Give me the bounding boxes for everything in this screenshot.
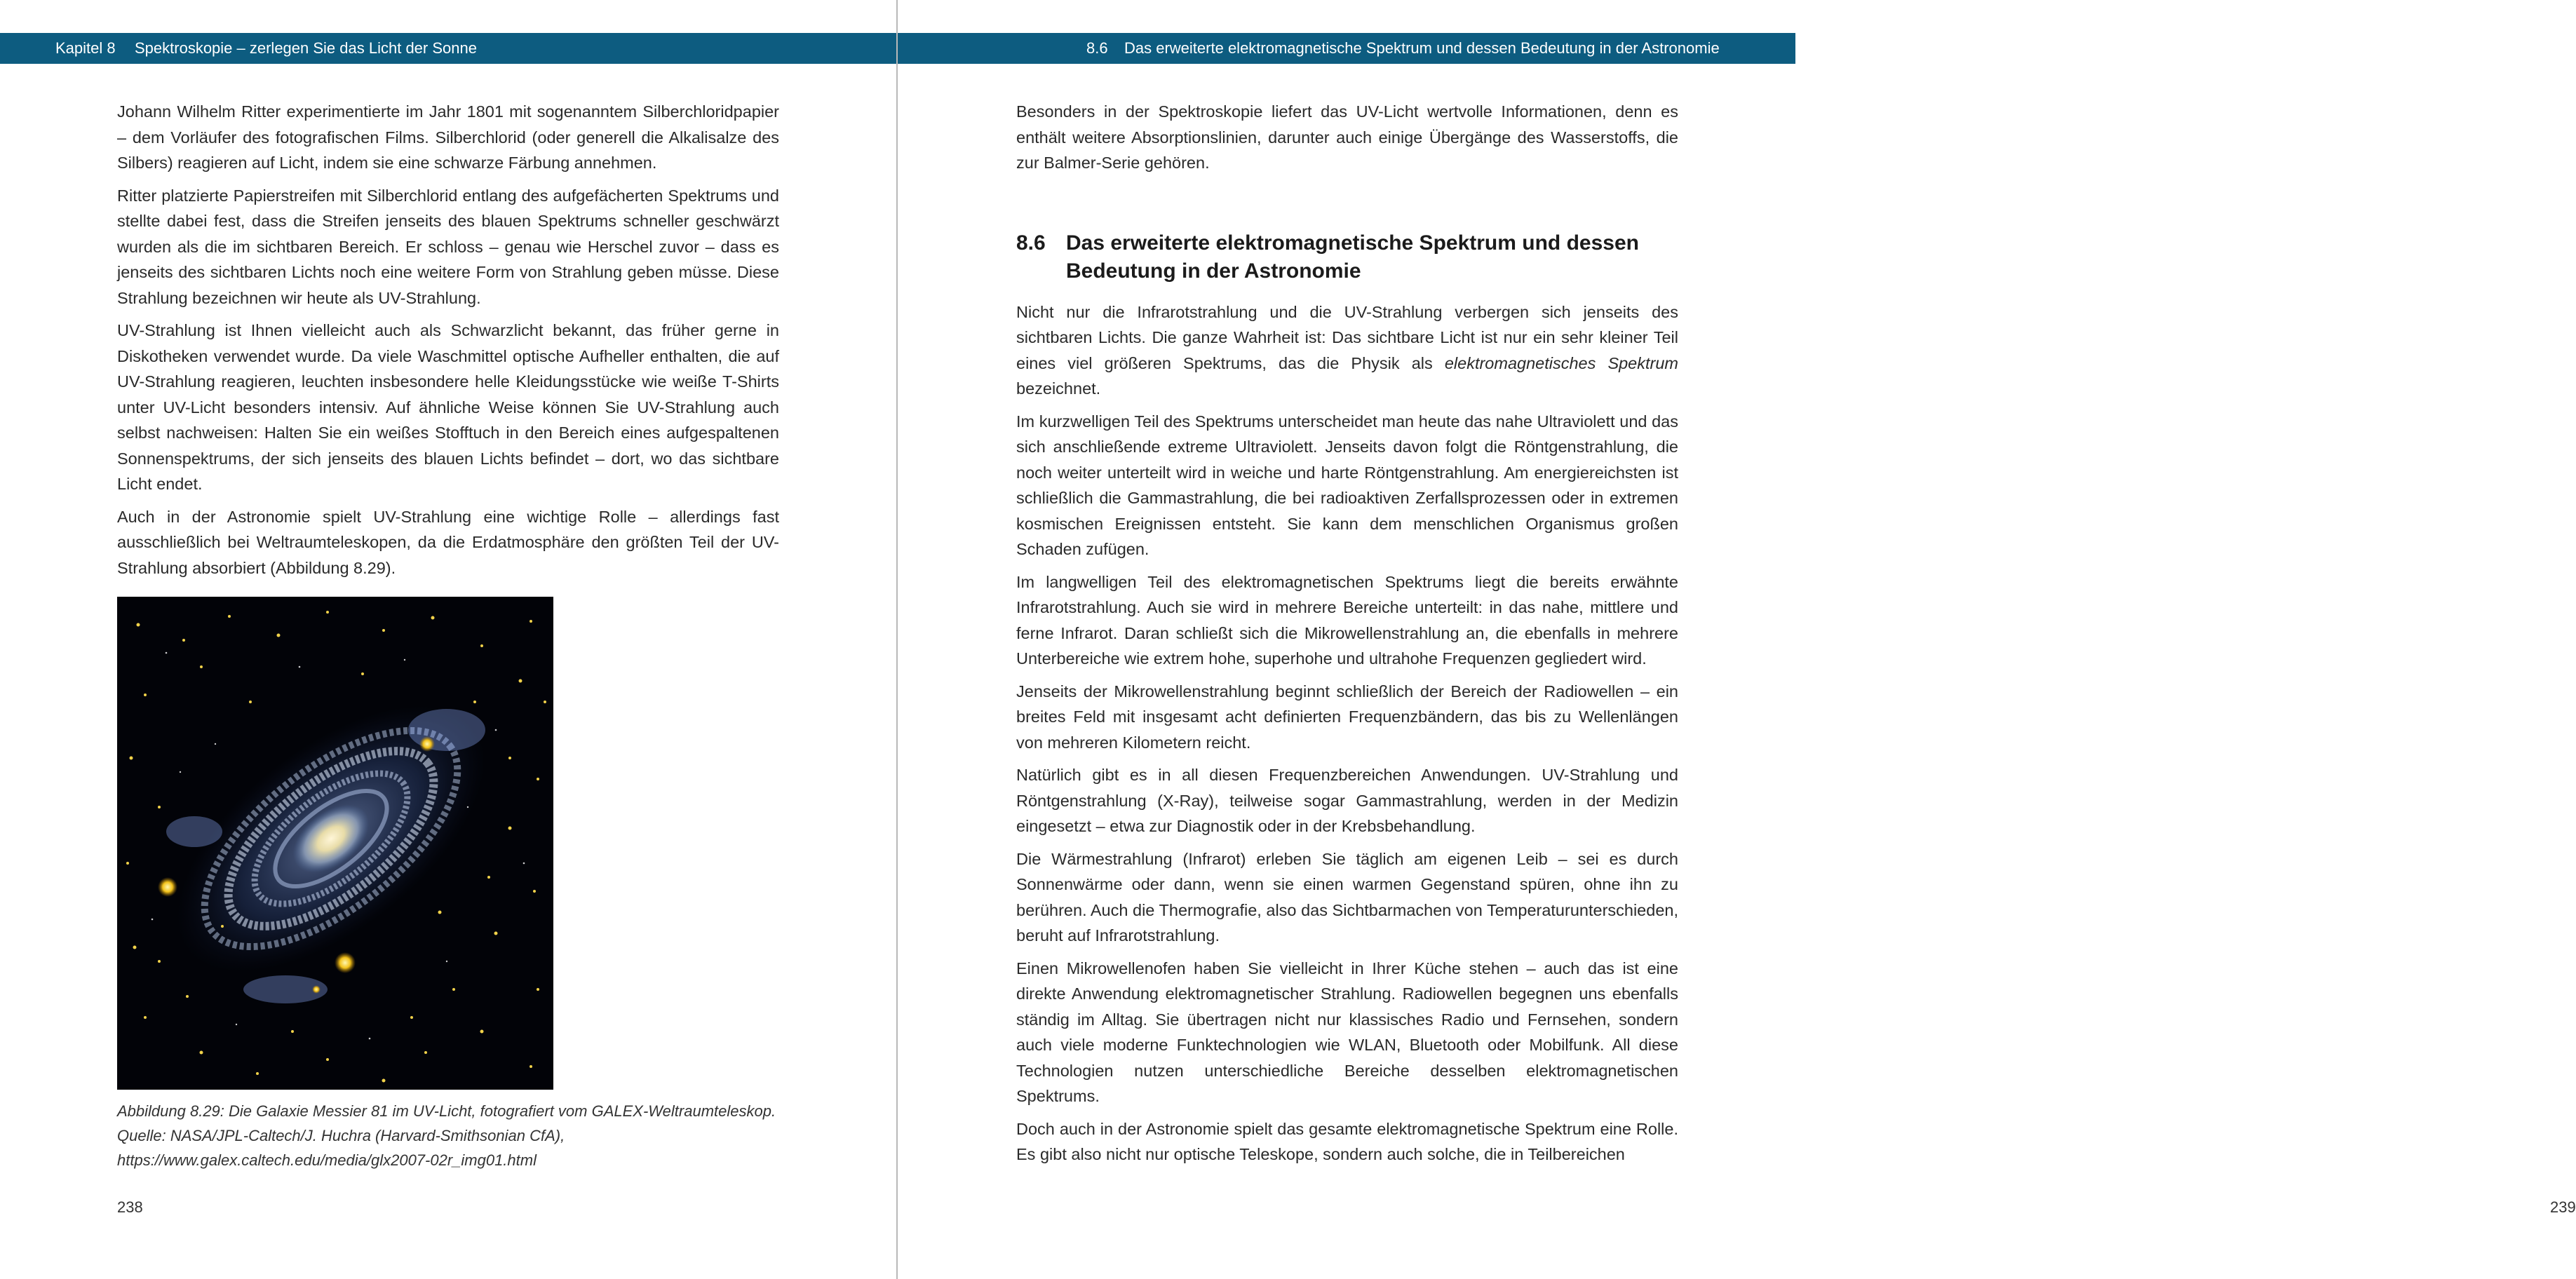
- paragraph: Johann Wilhelm Ritter experimentierte im Jahr 1801 mit sogenanntem Silberchloridpapier – dem Vorläufer des fotografischen Films. Silberchlorid (oder generell die Alkalisalze des Silbers) reagieren auf Licht, indem sie eine schwarze Färbung annehmen.: [117, 102, 779, 172]
- section-heading-title: Das erweiterte elektromagnetische Spektrum und dessen Bedeutung in der Astronomie: [1066, 231, 1639, 283]
- running-head: [898, 33, 1795, 64]
- galaxy-figure: [117, 597, 553, 1090]
- paragraph: Im kurzwelligen Teil des Spektrums unterscheidet man heute das nahe Ultraviolett und das sich anschließende extreme Ultraviolett. Jenseits davon folgt die Röntgenstrahlung, die noch weiter unterteilt wird in weiche und harte Röntgenstrahlung. Am energiereichsten ist schließlich die Gammastrahlung, die bei radioaktiven Zerfallsprozessen oder in extremen kosmischen Ereignissen entsteht. Sie kann dem menschlichen Organismus großen Schaden zufügen.: [1016, 412, 1678, 558]
- paragraph: Einen Mikrowellenofen haben Sie vielleicht in Ihrer Küche stehen – auch das ist eine direkte Anwendung elektromagnetischer Strahlung. Radiowellen begegnen uns ebenfalls ständig im Alltag. Sie übertragen nicht nur klassisches Radio und Fernsehen, sondern auch viele moderne Funktechnologien wie WLAN, Bluetooth oder Mobilfunk. All diese Technologien nutzen unterschiedliche Bereiche desselben elektromagnetischen Spektrums.: [1016, 959, 1678, 1105]
- paragraph: Im langwelligen Teil des elektromagnetischen Spektrums liegt die bereits erwähnte Infrarotstrahlung. Auch sie wird in mehrere Bereiche unterteilt: in das nahe, mittlere und ferne Infrarot. Daran schließt sich die Mikrowellenstrahlung an, die ebenfalls in mehrere Unterbereiche wie extrem hohe, superhohe und ultrahohe Frequenzen gegliedert wird.: [1016, 572, 1678, 668]
- paragraph: Die Wärmestrahlung (Infrarot) erleben Sie täglich am eigenen Leib – sei es durch Sonnenwärme oder dann, wenn sie einen warmen Gegenstand spüren, ohne ihn zu berühren. Auch die Thermografie, also das Sichtbarmachen von Temperaturunterschieden, beruht auf Infrarotstrahlung.: [1016, 849, 1678, 945]
- section-number-label: 8.6: [1086, 39, 1108, 57]
- right-text-column: [1016, 99, 1678, 1175]
- left-text-column: [117, 99, 779, 588]
- section-heading: [1016, 229, 1678, 285]
- right-page: [898, 0, 2576, 1279]
- running-head: [0, 33, 898, 64]
- paragraph-text: Nicht nur die Infrarotstrahlung und die UV-Strahlung verbergen sich jenseits des sichtbaren Lichts. Die ganze Wahrheit ist: Das sichtbare Licht ist nur ein sehr kleiner Teil eines viel größeren Spektrums, das die Physik als: [1016, 302, 1678, 372]
- paragraph: Auch in der Astronomie spielt UV-Strahlung eine wichtige Rolle – allerdings fast ausschließlich bei Weltraumteleskopen, da die Erdatmosphäre den größten Teil der UV-Strahlung absorbiert (Abbildung 8.29).: [117, 507, 779, 577]
- paragraph: Besonders in der Spektroskopie liefert das UV-Licht wertvolle Informationen, denn es enthält weitere Absorptionslinien, darunter auch einige Übergänge des Wasserstoffs, die zur Balmer-Serie gehören.: [1016, 102, 1678, 172]
- paragraph: Natürlich gibt es in all diesen Frequenzbereichen Anwendungen. UV-Strahlung und Röntgenstrahlung (X-Ray), teilweise sogar Gammastrahlung, werden in der Medizin eingesetzt – etwa zur Diagnostik oder in der Krebsbehandlung.: [1016, 766, 1678, 835]
- left-page: [0, 0, 898, 1279]
- section-heading-number: 8.6: [1016, 231, 1046, 255]
- paragraph: Jenseits der Mikrowellenstrahlung beginnt schließlich der Bereich der Radiowellen – ein breites Feld mit insgesamt acht definierten Frequenzbändern, das bis zu Wellenlängen von mehreren Kilometern reicht.: [1016, 682, 1678, 752]
- emphasized-term: elektromagnetisches Spektrum: [1444, 353, 1679, 372]
- paragraph: UV-Strahlung ist Ihnen vielleicht auch als Schwarzlicht bekannt, das früher gerne in Diskotheken verwendet wurde. Da viele Waschmittel optische Aufheller enthalten, die auf UV-Strahlung reagieren, leuchten insbesondere helle Kleidungsstücke wie weiße T-Shirts unter UV-Licht besonders intensiv. Auf ähnliche Weise können Sie UV-Strahlung auch selbst nachweisen: Halten Sie ein weißes Stofftuch in den Bereich eines aufgespaltenen Sonnenspektrums, der sich jenseits des blauen Lichts befindet – dort, wo das sichtbare Licht endet.: [117, 321, 779, 493]
- galaxy-m81-image: [117, 597, 553, 1090]
- page-number: 238: [117, 1198, 143, 1216]
- page-number: 239: [2550, 1198, 2576, 1216]
- section-title-label: Das erweiterte elektromagnetische Spektrum und dessen Bedeutung in der Astronomie: [1124, 39, 1720, 57]
- chapter-label: Kapitel 8: [55, 39, 116, 57]
- paragraph: [1016, 299, 1678, 402]
- figure-caption: Abbildung 8.29: Die Galaxie Messier 81 im UV-Licht, fotografiert vom GALEX-Weltraumteleskop. Quelle: NASA/JPL-Caltech/J. Huchra (Harvard-Smithsonian CfA), https://www.galex.caltech.edu/media/glx2007-02r_img01.html: [117, 1102, 776, 1169]
- chapter-title: Spektroskopie – zerlegen Sie das Licht der Sonne: [135, 39, 477, 57]
- paragraph: Ritter platzierte Papierstreifen mit Silberchlorid entlang des aufgefächerten Spektrums und stellte dabei fest, dass die Streifen jenseits des blauen Spektrums schneller geschwärzt wurden als die im sichtbaren Bereich. Er schloss – genau wie Herschel zuvor – dass es jenseits des sichtbaren Lichts noch eine weitere Form von Strahlung geben müsse. Diese Strahlung bezeichnen wir heute als UV-Strahlung.: [117, 186, 779, 307]
- paragraph: Doch auch in der Astronomie spielt das gesamte elektromagnetische Spektrum eine Rolle. Es gibt also nicht nur optische Teleskope, sondern auch solche, die in Teilbereichen: [1016, 1119, 1678, 1163]
- paragraph-text: bezeichnet.: [1016, 379, 1101, 398]
